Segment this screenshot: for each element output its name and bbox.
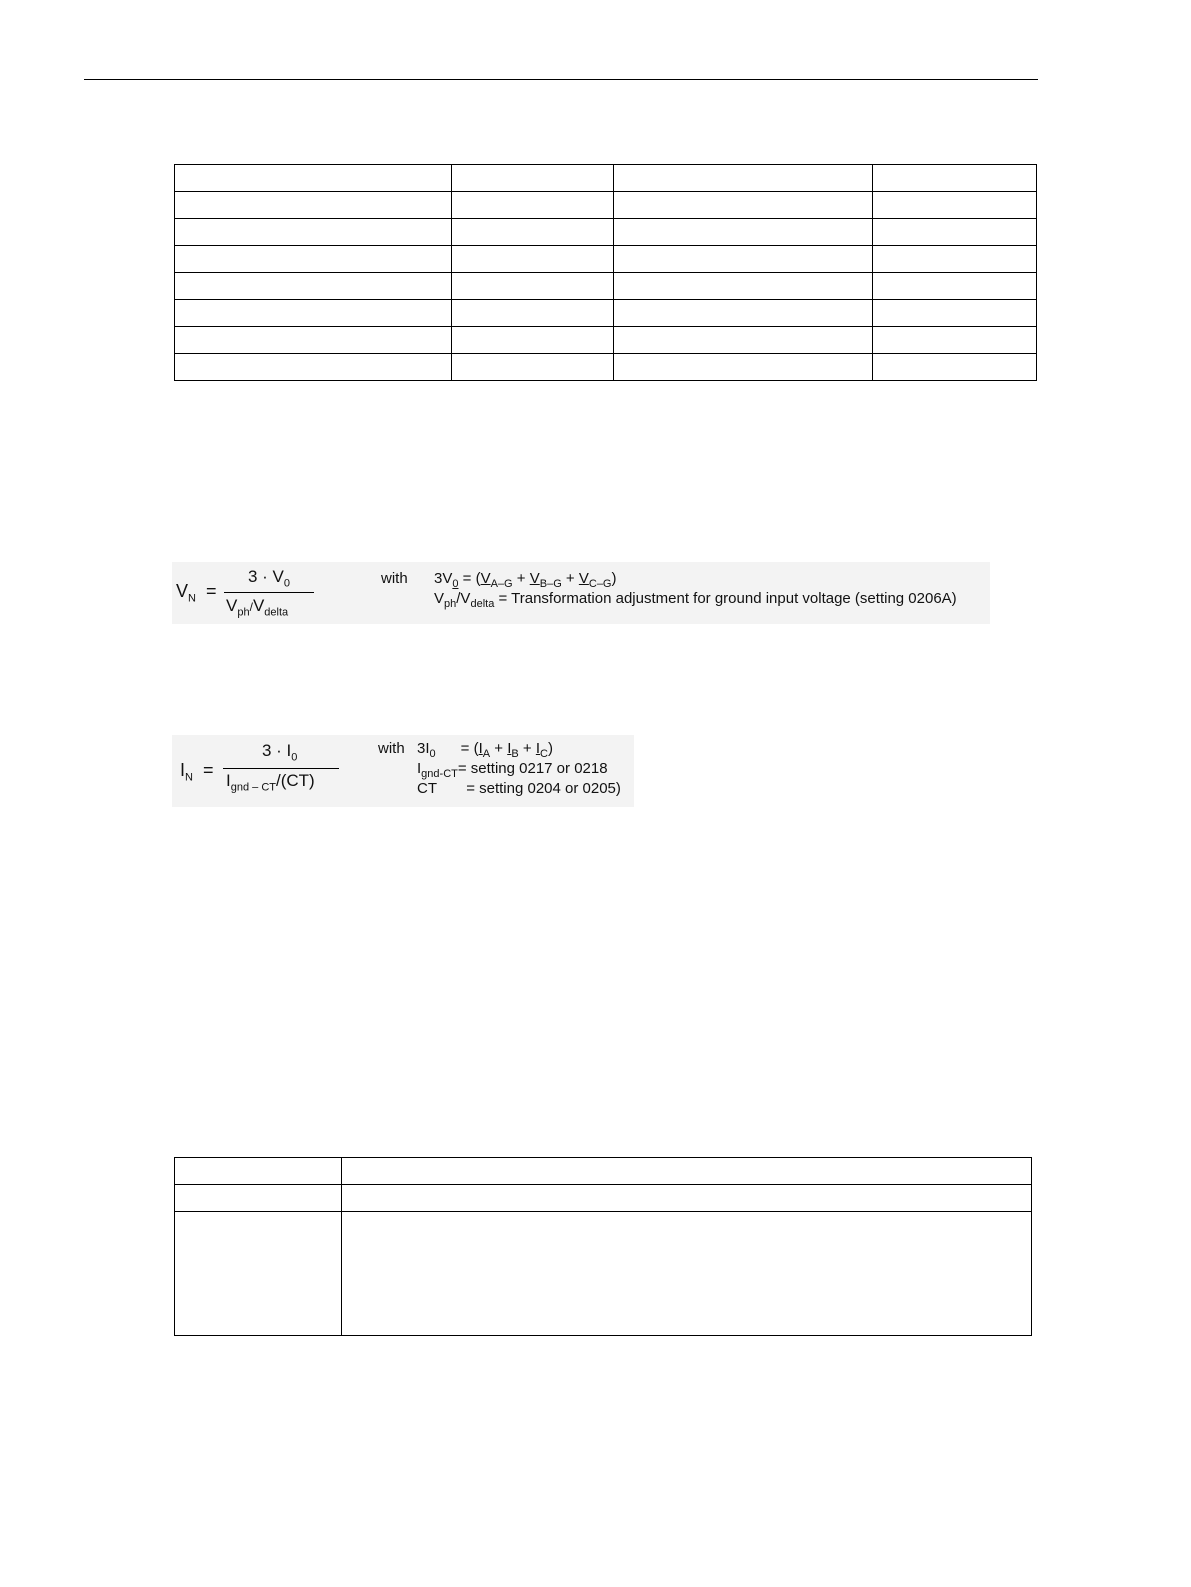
formula-in-definition-1: $3I_0$ = $(I_A + I_B + I_C)$ — [417, 740, 553, 760]
table-row — [175, 246, 1037, 273]
table-row — [175, 1185, 1032, 1212]
table-row — [175, 165, 1037, 192]
header-rule — [84, 79, 1038, 80]
formula-vn-numerator: $3 \cdot V_0$ — [248, 567, 291, 590]
table-row — [175, 219, 1037, 246]
table-row — [175, 300, 1037, 327]
formula-vn-definition-2: $V_{ph}/V_{delta}$ = Transformation adjustment for ground input voltage (setting 0206A) — [434, 590, 957, 610]
formula-vn-fraction-bar — [224, 592, 314, 593]
formula-vn-lhs: $V_N$ = — [176, 581, 217, 605]
table-row — [175, 354, 1037, 381]
formula-in-definition-2: $I_{gnd-CT}=$ setting 0217 or 0218 — [417, 760, 608, 780]
table-row — [175, 273, 1037, 300]
formula-in-lhs: $I_N$ = — [180, 760, 214, 784]
formula-in-definition-3: CT = setting 0204 or 0205) — [417, 780, 621, 797]
formula-vn-denominator: $V_{ph}/V_{delta}$ — [226, 596, 289, 619]
formula-vn-definition-1: $3V_0 = (V_{A-G} + V_{B-G} + V_{C-G})$ — [434, 570, 617, 590]
top-table — [174, 164, 1037, 381]
table-row — [175, 327, 1037, 354]
formula-vn-with-label: with — [381, 570, 408, 587]
formula-in-numerator: $3 \cdot I_0$ — [262, 741, 298, 764]
bottom-table — [174, 1157, 1032, 1336]
table-row — [175, 192, 1037, 219]
table-row — [175, 1158, 1032, 1185]
formula-in-fraction-bar — [223, 768, 339, 769]
formula-in-denominator: $I_{gnd - CT}/(CT)$ — [226, 771, 315, 794]
formula-in-with-label: with — [378, 740, 405, 757]
table-row — [175, 1212, 1032, 1336]
